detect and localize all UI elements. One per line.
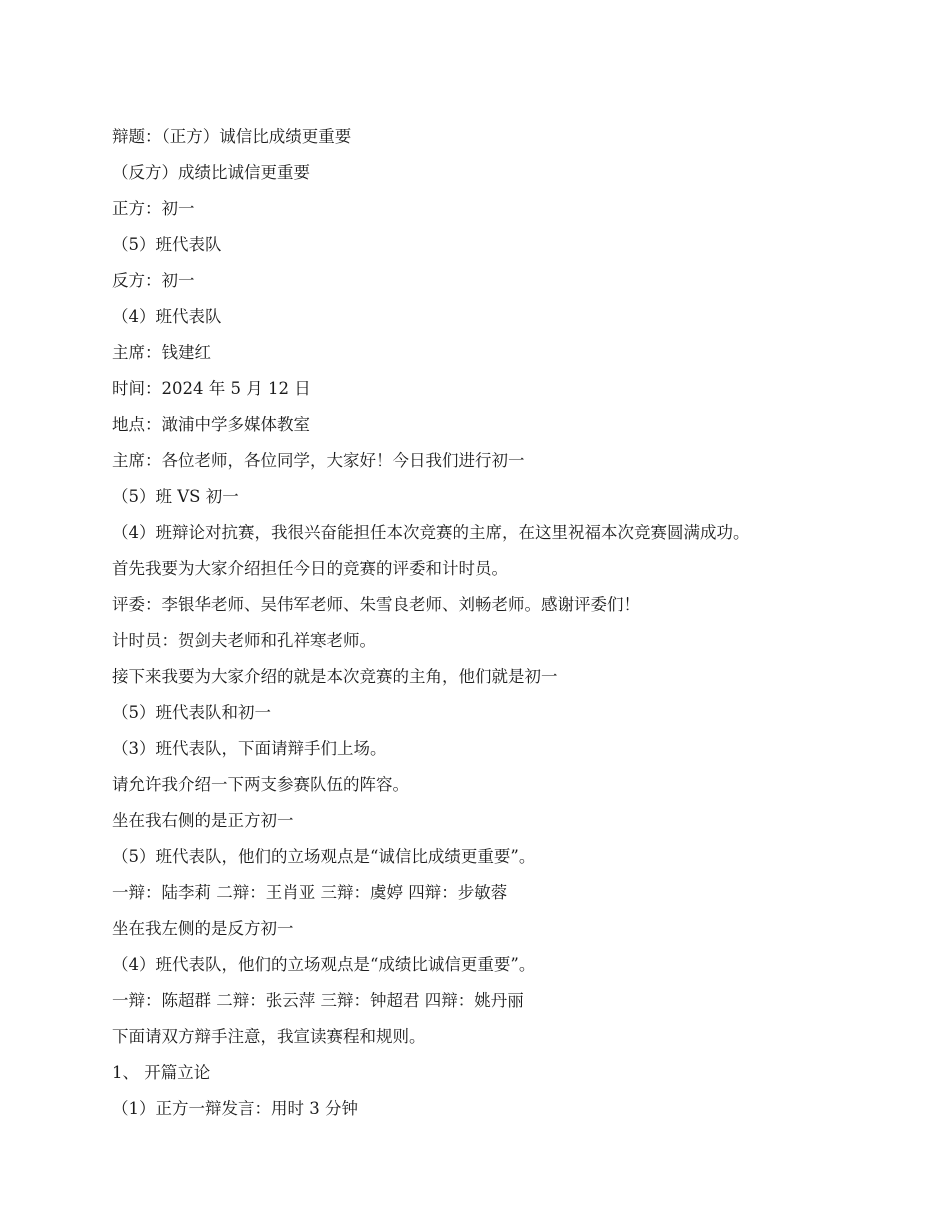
- location-line: 地点：澉浦中学多媒体教室: [112, 415, 310, 434]
- negative-debaters-line: 一辩：陈超群 二辩：张云萍 三辩：钟超君 四辩：姚丹丽: [112, 991, 524, 1010]
- judges-line: 评委：李银华老师、吴伟军老师、朱雪良老师、刘畅老师。感谢评委们！: [112, 595, 640, 614]
- affirmative-class-line: （5）班代表队: [112, 235, 222, 254]
- paragraph-line: 接下来我要为大家介绍的就是本次竞赛的主角，他们就是初一: [112, 667, 558, 686]
- paragraph-line: （4）班辩论对抗赛，我很兴奋能担任本次竞赛的主席，在这里祝福本次竞赛圆满成功。: [112, 523, 750, 542]
- negative-class-line: （4）班代表队: [112, 307, 222, 326]
- affirmative-debaters-line: 一辩：陆李莉 二辩：王肖亚 三辩：虞婷 四辩：步敏蓉: [112, 883, 508, 902]
- list-item: （1）正方一辩发言：用时 3 分钟: [112, 1099, 358, 1118]
- paragraph-line: 下面请双方辩手注意，我宣读赛程和规则。: [112, 1027, 426, 1046]
- paragraph-line: 坐在我左侧的是反方初一: [112, 919, 294, 938]
- paragraph-line: 请允许我介绍一下两支参赛队伍的阵容。: [112, 775, 409, 794]
- paragraph-line: （5）班代表队，他们的立场观点是“诚信比成绩更重要”。: [112, 847, 536, 866]
- affirmative-side-line: 正方：初一: [112, 199, 195, 218]
- section-heading: 1、 开篇立论: [112, 1063, 211, 1082]
- debate-topic-line: 辩题：（正方）诚信比成绩更重要: [112, 127, 352, 146]
- negative-side-line: 反方：初一: [112, 271, 195, 290]
- paragraph-line: （4）班代表队，他们的立场观点是“成绩比诚信更重要”。: [112, 955, 536, 974]
- paragraph-line: 主席：各位老师，各位同学，大家好！今日我们进行初一: [112, 451, 525, 470]
- opposition-topic-line: （反方）成绩比诚信更重要: [112, 163, 310, 182]
- paragraph-line: （3）班代表队，下面请辩手们上场。: [112, 739, 387, 758]
- timekeepers-line: 计时员：贺剑夫老师和孔祥寒老师。: [112, 631, 376, 650]
- paragraph-line: （5）班代表队和初一: [112, 703, 271, 722]
- paragraph-line: 首先我要为大家介绍担任今日的竞赛的评委和计时员。: [112, 559, 508, 578]
- paragraph-line: 坐在我右侧的是正方初一: [112, 811, 294, 830]
- time-line: 时间：2024 年 5 月 12 日: [112, 379, 311, 398]
- chair-line: 主席：钱建红: [112, 343, 211, 362]
- paragraph-line: （5）班 VS 初一: [112, 487, 239, 506]
- document-body: [112, 122, 872, 1130]
